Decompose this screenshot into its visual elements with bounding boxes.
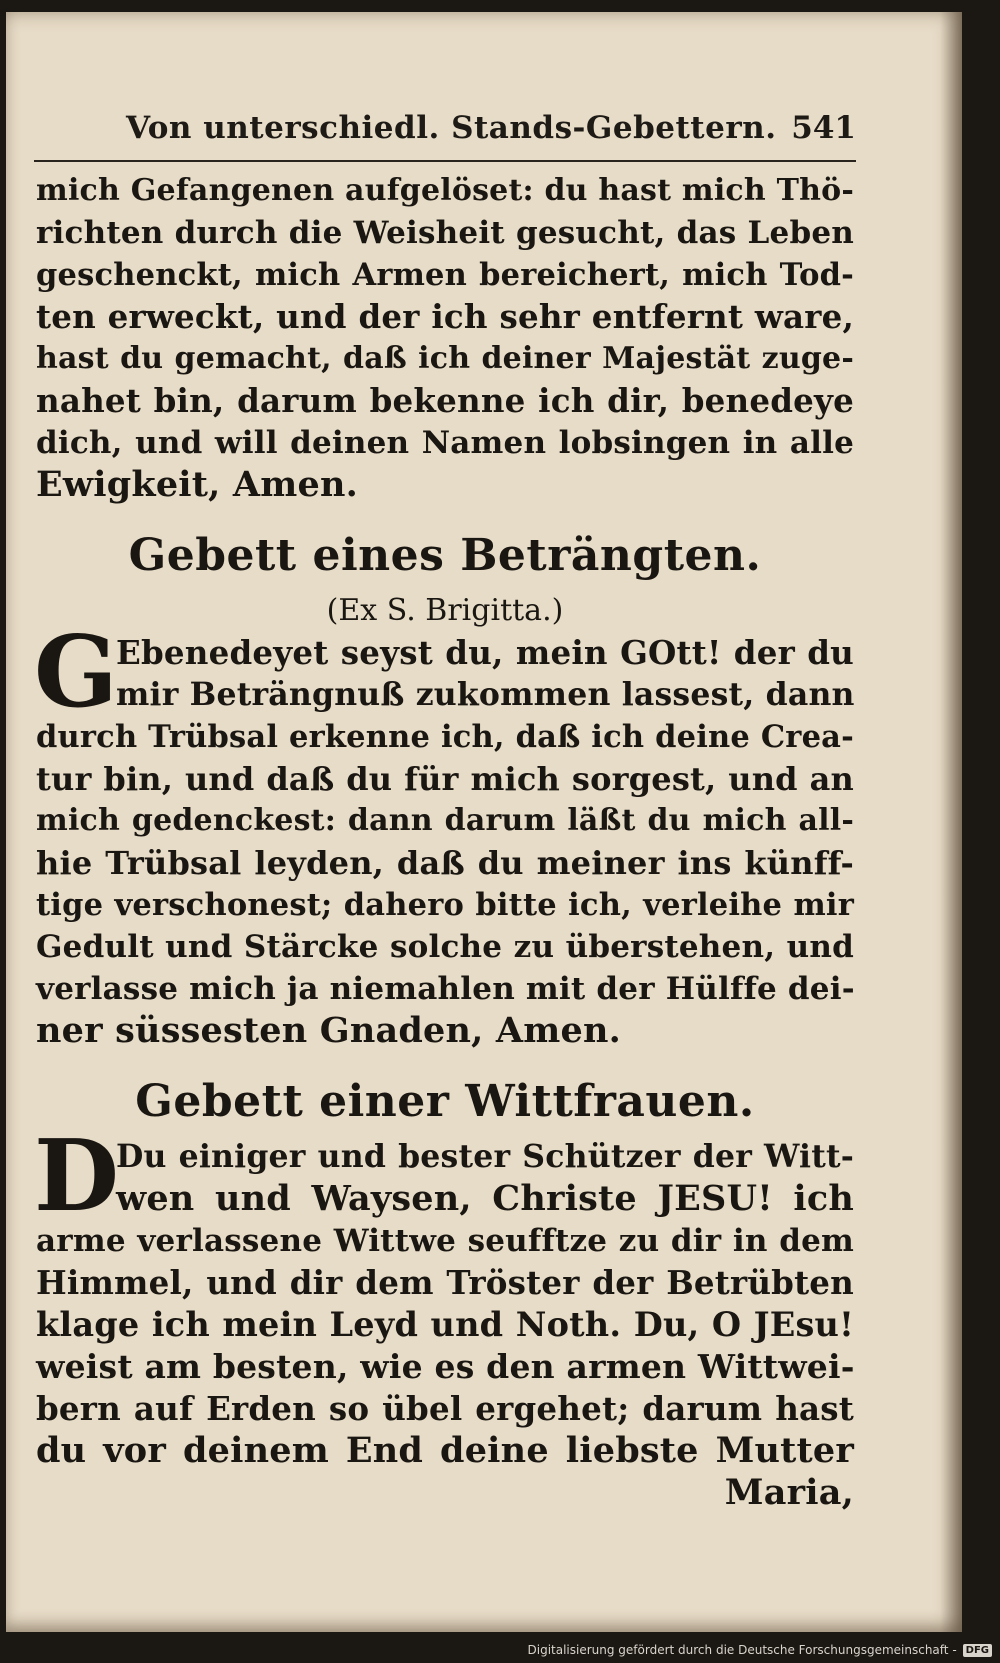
running-header	[126, 110, 856, 154]
text-line: Himmel, und dir dem Tröster der Betrübten	[36, 1263, 854, 1302]
intro-paragraph	[36, 170, 854, 506]
section-source: (Ex S. Brigitta.)	[326, 593, 564, 628]
text-line: richten durch die Weisheit gesucht, das Leben	[36, 215, 854, 251]
text-line: wen und Waysen, Christe JESU! ich	[116, 1178, 854, 1219]
text-line: Ewigkeit, Amen.	[36, 464, 359, 505]
drop-cap: G	[34, 615, 118, 730]
text-line: ten erweckt, und der ich sehr entfernt ware,	[36, 297, 854, 336]
header-rule	[34, 160, 856, 162]
section-1-paragraph	[34, 615, 855, 1052]
text-line: mich gedenckest: dann darum läßt du mich all-	[36, 803, 854, 838]
page-number: 541	[791, 110, 856, 146]
drop-cap: D	[34, 1119, 119, 1234]
text-line: verlasse mich ja niemahlen mit der Hülffe dei-	[36, 971, 855, 1007]
section-heading-1: Gebett eines Beträngten.	[128, 530, 762, 581]
text-line: tige verschonest; dahero bitte ich, verleihe mir	[36, 887, 854, 923]
text-line: Ebenedeyet seyst du, mein GOtt! der du	[116, 633, 854, 672]
catchword: Maria,	[724, 1472, 854, 1513]
text-line: ner süssesten Gnaden, Amen.	[36, 1010, 622, 1051]
text-line: mir Beträngnuß zukommen lassest, dann	[116, 676, 855, 713]
text-line: du vor deinem End deine liebste Mutter	[36, 1430, 854, 1471]
text-line: klage ich mein Leyd und Noth. Du, O JEsu!	[36, 1305, 854, 1344]
text-line: mich Gefangenen aufgelöset: du hast mich Thö-	[36, 173, 854, 208]
book-page	[6, 12, 962, 1632]
text-line: bern auf Erden so übel ergehet; darum hast	[36, 1389, 854, 1428]
text-line: geschenckt, mich Armen bereichert, mich Tod-	[36, 257, 854, 293]
digitization-footer	[528, 1643, 993, 1657]
text-line: Du einiger und bester Schützer der Witt-	[116, 1138, 854, 1175]
page-body	[36, 170, 854, 1514]
running-title: Von unterschiedl. Stands-Gebettern.	[126, 110, 777, 146]
text-line: hie Trübsal leyden, daß du meiner ins künff-	[36, 844, 854, 882]
text-line: durch Trübsal erkenne ich, daß ich deine Crea-	[36, 719, 854, 755]
text-line: weist am besten, wie es den armen Wittwei-	[36, 1347, 855, 1386]
text-line: arme verlassene Wittwe seufftze zu dir in dem	[36, 1223, 854, 1259]
dfg-logo: DFG	[963, 1644, 992, 1657]
text-line: Gedult und Stärcke solche zu überstehen, und	[36, 929, 854, 965]
text-line: tur bin, und daß du für mich sorgest, und an	[36, 760, 854, 798]
text-line: hast du gemacht, daß ich deiner Majestät zuge-	[36, 341, 854, 376]
text-line: dich, und will deinen Namen lobsingen in alle	[36, 425, 854, 461]
section-2-paragraph	[34, 1119, 855, 1514]
footer-credit: Digitalisierung gefördert durch die Deutsche Forschungsgemeinschaft -	[527, 1643, 957, 1657]
text-line: nahet bin, darum bekenne ich dir, benedeye	[36, 381, 854, 420]
section-heading-2: Gebett einer Wittfrauen.	[135, 1076, 755, 1127]
